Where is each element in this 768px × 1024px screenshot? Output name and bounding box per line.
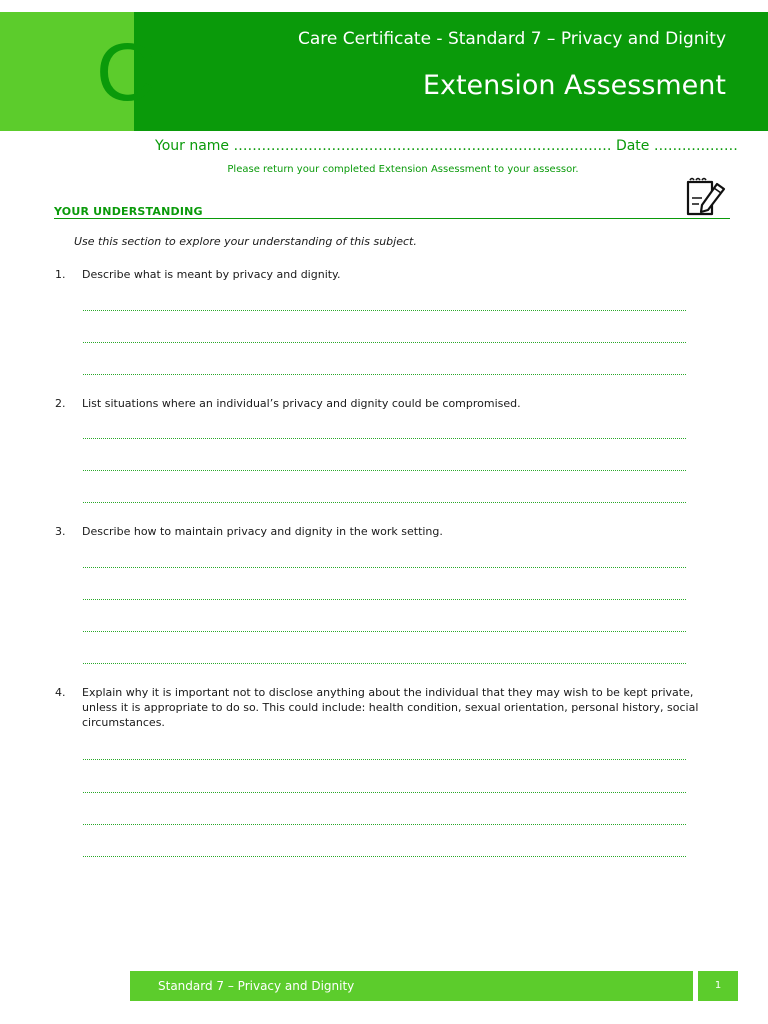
question-text: List situations where an individual’s privacy and dignity could be compromised. (82, 397, 521, 410)
question-number: 4. (55, 686, 66, 699)
section-intro: Use this section to explore your understanding of this subject. (74, 235, 417, 248)
page-number: 1 (714, 980, 722, 991)
answer-line[interactable] (83, 824, 686, 825)
notepad-pencil-icon (684, 176, 728, 218)
question-number: 1. (55, 268, 66, 281)
footer-label: Standard 7 – Privacy and Dignity (158, 979, 355, 993)
page-number-box (698, 971, 738, 1001)
answer-line[interactable] (83, 310, 686, 311)
section-title: YOUR UNDERSTANDING (54, 205, 203, 218)
answer-line[interactable] (83, 663, 686, 664)
answer-line[interactable] (83, 470, 686, 471)
answer-line[interactable] (83, 759, 686, 760)
question-number: 3. (55, 525, 66, 538)
answer-line[interactable] (83, 856, 686, 857)
answer-line[interactable] (83, 438, 686, 439)
name-date-line[interactable]: Your name ……………………………………………………………………… Date ……………… (155, 138, 738, 154)
header-subtitle: Care Certificate - Standard 7 – Privacy and Dignity (297, 29, 726, 49)
return-note: Please return your completed Extension Assessment to your assessor. (227, 164, 579, 175)
answer-line[interactable] (83, 567, 686, 568)
answer-line[interactable] (83, 792, 686, 793)
answer-line[interactable] (83, 631, 686, 632)
section-divider (54, 218, 730, 219)
question-text: Explain why it is important not to disclose anything about the individual that they may wish to be kept private, unless it is appropriate to do so. This could include: health condition, sexual orientation, personal history, social circumstances. (82, 686, 699, 729)
page-title: Extension Assessment (422, 70, 726, 101)
answer-line[interactable] (83, 342, 686, 343)
answer-line[interactable] (83, 502, 686, 503)
question-text: Describe what is meant by privacy and dignity. (82, 268, 341, 281)
question-number: 2. (55, 397, 66, 410)
answer-line[interactable] (83, 374, 686, 375)
question-text: Describe how to maintain privacy and dignity in the work setting. (82, 525, 443, 538)
logo-letter: C (96, 27, 156, 118)
answer-line[interactable] (83, 599, 686, 600)
footer-bar (130, 971, 693, 1001)
